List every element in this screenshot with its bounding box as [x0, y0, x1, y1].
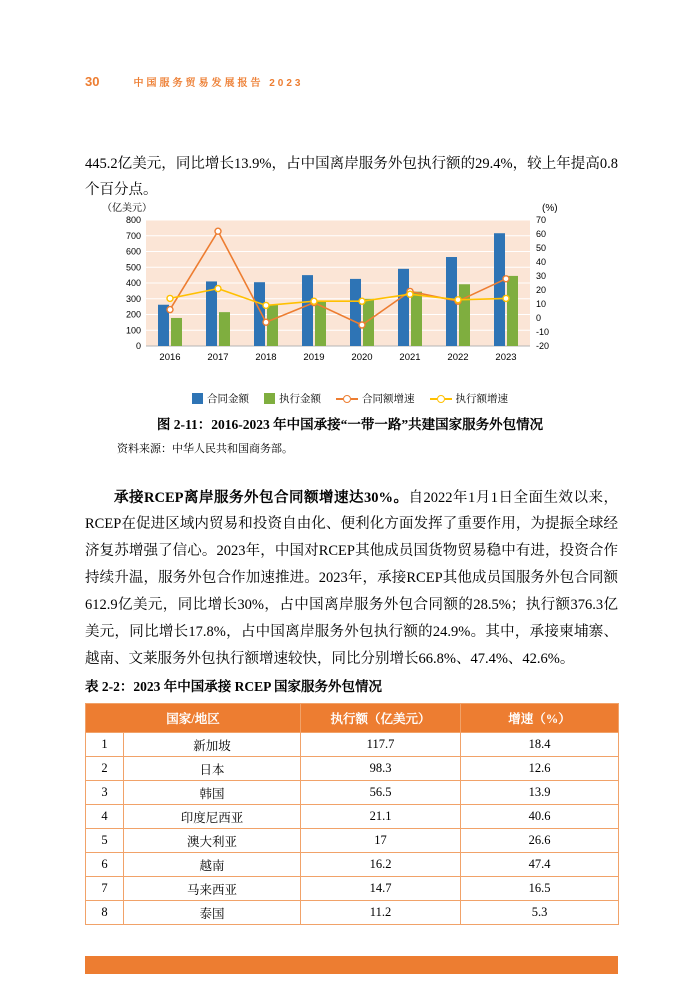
page-header [85, 74, 304, 89]
legend-line-part [445, 398, 452, 400]
paragraph-lead: 承接RCEP离岸服务外包合同额增速达30%。 [114, 489, 409, 506]
svg-text:500: 500 [125, 262, 141, 273]
svg-text:2018: 2018 [255, 352, 277, 363]
cell-country: 澳大利亚 [124, 829, 301, 853]
report-title: 中国服务贸易发展报告 2023 [133, 78, 304, 89]
figure-source: 资料来源：中华人民共和国商务部。 [117, 443, 293, 455]
rcep-table-body [86, 733, 619, 925]
paragraph-continuation: 445.2亿美元，同比增长13.9%，占中国离岸服务外包执行额的29.4%，较上年提高0.8个百分点。 [85, 155, 618, 199]
svg-text:(%): (%) [542, 203, 558, 214]
table-row [86, 781, 619, 805]
svg-text:0: 0 [536, 313, 542, 323]
cell-rank: 5 [86, 829, 124, 853]
svg-text:30: 30 [536, 271, 547, 281]
svg-text:2023: 2023 [495, 352, 517, 363]
legend-line-part [336, 398, 343, 400]
bottom-orange-band [85, 956, 618, 974]
svg-text:200: 200 [125, 309, 141, 320]
figure-chart [88, 200, 612, 406]
cell-growth: 5.3 [461, 901, 619, 925]
cell-growth: 13.9 [461, 781, 619, 805]
cell-country: 印度尼西亚 [124, 805, 301, 829]
svg-text:2017: 2017 [207, 352, 229, 363]
header-country: 国家/地区 [86, 704, 301, 733]
svg-text:2016: 2016 [159, 352, 181, 363]
cell-rank: 6 [86, 853, 124, 877]
header-growth: 增速（%） [461, 704, 619, 733]
legend-label: 合同额增速 [362, 393, 415, 405]
cell-value: 21.1 [301, 805, 461, 829]
svg-text:0: 0 [135, 341, 141, 351]
cell-rank: 3 [86, 781, 124, 805]
cell-value: 98.3 [301, 757, 461, 781]
combo-chart-svg [88, 200, 612, 385]
svg-text:100: 100 [125, 325, 141, 336]
svg-text:40: 40 [536, 257, 547, 267]
svg-text:（亿美元）: （亿美元） [102, 203, 152, 214]
table-row [86, 733, 619, 757]
legend-item [430, 391, 509, 406]
cell-country: 日本 [124, 757, 301, 781]
cell-growth: 16.5 [461, 877, 619, 901]
table-row [86, 757, 619, 781]
cell-growth: 12.6 [461, 757, 619, 781]
svg-text:70: 70 [536, 215, 547, 225]
cell-value: 17 [301, 829, 461, 853]
table-row [86, 901, 619, 925]
cell-growth: 18.4 [461, 733, 619, 757]
legend-item [336, 391, 415, 406]
svg-text:20: 20 [536, 285, 547, 295]
cell-rank: 2 [86, 757, 124, 781]
legend-label: 执行额增速 [455, 393, 508, 405]
cell-value: 117.7 [301, 733, 461, 757]
cell-country: 韩国 [124, 781, 301, 805]
chart-canvas [88, 200, 612, 390]
svg-text:800: 800 [125, 215, 141, 225]
figure-caption: 图 2-11：2016-2023 年中国承接“一带一路”共建国家服务外包情况 [156, 417, 544, 432]
legend-line-part [343, 395, 351, 403]
svg-text:600: 600 [125, 246, 141, 257]
svg-text:60: 60 [536, 229, 547, 239]
cell-growth: 40.6 [461, 805, 619, 829]
header-value: 执行额（亿美元） [301, 704, 461, 733]
table-row [86, 853, 619, 877]
cell-rank: 8 [86, 901, 124, 925]
svg-text:-20: -20 [536, 341, 550, 351]
svg-text:-10: -10 [536, 327, 550, 337]
cell-country: 泰国 [124, 901, 301, 925]
svg-text:2022: 2022 [447, 352, 469, 363]
table-row [86, 805, 619, 829]
legend-label: 合同金额 [207, 393, 249, 405]
chart-legend [88, 391, 612, 406]
cell-rank: 1 [86, 733, 124, 757]
legend-item [264, 391, 321, 406]
legend-label: 执行金额 [279, 393, 321, 405]
table-header [86, 704, 619, 733]
rcep-table [85, 703, 619, 925]
legend-bar-swatch [264, 393, 275, 404]
page-number: 30 [85, 74, 100, 89]
legend-item [192, 391, 249, 406]
cell-rank: 4 [86, 805, 124, 829]
svg-text:2019: 2019 [303, 352, 325, 363]
svg-text:10: 10 [536, 299, 547, 309]
paragraph-body: 自2022年1月1日全面生效以来，RCEP在促进区域内贸易和投资自由化、便利化方面发挥了重要作用，为提振全球经济复苏增强了信心。2023年，中国对RCEP其他成员国货物贸易稳中有进，投资合作持续升温，服务外包合作加速推进。2023年，承接RCEP其他成员国服务外包合同额612.9亿美元，同比增长30%，占中国离岸服务外包合同额的28.5%；执行额376.3亿美元，同比增长17.8%，占中国离岸服务外包执行额的24.9%。其中，承接柬埔寨、越南、文莱服务外包执行额增速较快，同比分别增长66.8%、47.4%、42.6%。 [85, 489, 618, 668]
cell-value: 16.2 [301, 853, 461, 877]
cell-growth: 26.6 [461, 829, 619, 853]
table-title: 表 2-2：2023 年中国承接 RCEP 国家服务外包情况 [85, 679, 382, 694]
legend-line-marker [430, 395, 452, 403]
cell-value: 11.2 [301, 901, 461, 925]
legend-line-marker [336, 395, 358, 403]
cell-value: 56.5 [301, 781, 461, 805]
cell-value: 14.7 [301, 877, 461, 901]
svg-text:700: 700 [125, 230, 141, 241]
legend-bar-swatch [192, 393, 203, 404]
svg-text:400: 400 [125, 278, 141, 288]
table-row [86, 877, 619, 901]
svg-text:2021: 2021 [399, 352, 421, 363]
svg-text:300: 300 [125, 293, 141, 304]
legend-line-part [430, 398, 437, 400]
legend-line-part [437, 395, 445, 403]
table-row [86, 829, 619, 853]
svg-text:50: 50 [536, 243, 547, 253]
cell-rank: 7 [86, 877, 124, 901]
svg-text:2020: 2020 [351, 352, 373, 363]
cell-country: 新加坡 [124, 733, 301, 757]
cell-country: 越南 [124, 853, 301, 877]
legend-line-part [351, 398, 358, 400]
paragraph-rcep [85, 485, 618, 674]
cell-growth: 47.4 [461, 853, 619, 877]
cell-country: 马来西亚 [124, 877, 301, 901]
